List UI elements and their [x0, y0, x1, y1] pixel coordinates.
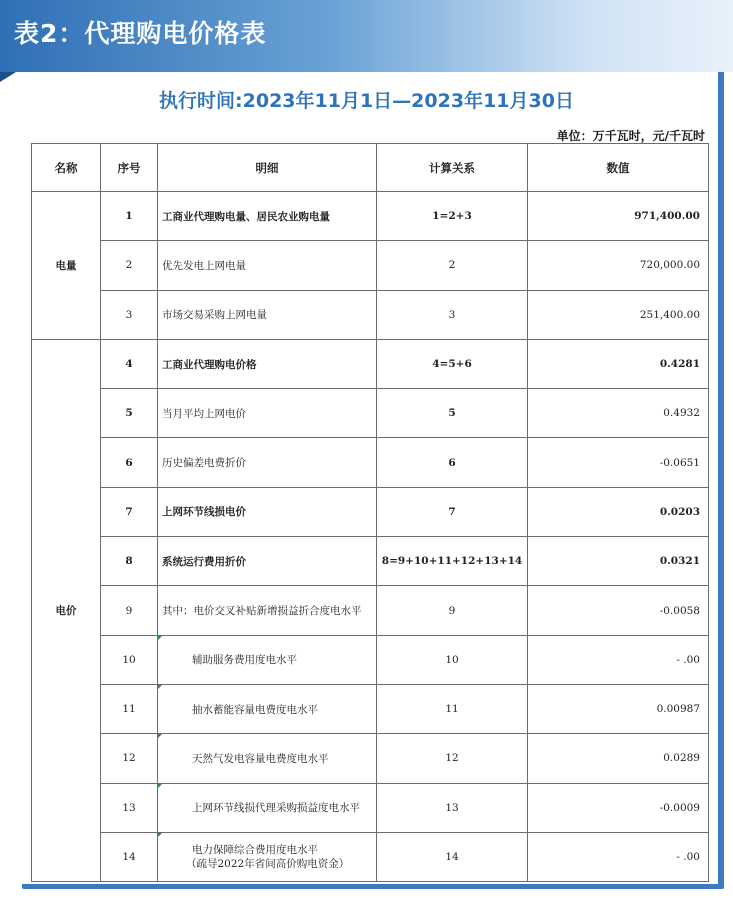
- table-header-row: [32, 144, 709, 192]
- row-detail: 市场交易采购上网电量: [158, 290, 377, 339]
- row-no: 1: [101, 192, 158, 241]
- page-title: 表2：代理购电价格表: [14, 19, 267, 48]
- row-no: 13: [101, 783, 158, 832]
- row-no: 9: [101, 586, 158, 635]
- table-row: [32, 339, 709, 388]
- group-label: 电价: [32, 339, 101, 881]
- row-detail: 系统运行费用折价: [158, 537, 377, 586]
- row-relation: 6: [377, 438, 528, 487]
- row-relation: 11: [377, 684, 528, 733]
- row-relation: 1=2+3: [377, 192, 528, 241]
- table-row: [32, 290, 709, 339]
- row-value: 0.4932: [528, 389, 709, 438]
- table-row: [32, 389, 709, 438]
- row-value: 0.0321: [528, 537, 709, 586]
- row-relation: 12: [377, 734, 528, 783]
- column-header-value: 数值: [528, 144, 709, 192]
- table-row: [32, 684, 709, 733]
- row-value: 720,000.00: [528, 241, 709, 290]
- row-value: 0.00987: [528, 684, 709, 733]
- row-relation: 7: [377, 487, 528, 536]
- row-detail: 抽水蓄能容量电费度电水平: [158, 684, 377, 733]
- row-value: 0.4281: [528, 339, 709, 388]
- row-detail: 工商业代理购电价格: [158, 339, 377, 388]
- effective-period: 执行时间:2023年11月1日—2023年11月30日: [159, 90, 574, 112]
- row-value: - .00: [528, 635, 709, 684]
- row-detail: 当月平均上网电价: [158, 389, 377, 438]
- price-table: [31, 143, 709, 882]
- row-no: 10: [101, 635, 158, 684]
- row-no: 7: [101, 487, 158, 536]
- row-no: 2: [101, 241, 158, 290]
- row-detail: 其中：电价交叉补贴新增损益折合度电水平: [158, 586, 377, 635]
- row-relation: 9: [377, 586, 528, 635]
- row-relation: 2: [377, 241, 528, 290]
- table-row: [32, 241, 709, 290]
- row-detail: 上网环节线损代理采购损益度电水平: [158, 783, 377, 832]
- table-row: [32, 635, 709, 684]
- row-no: 4: [101, 339, 158, 388]
- column-header-detail: 明细: [158, 144, 377, 192]
- row-value: -0.0009: [528, 783, 709, 832]
- table-row: [32, 734, 709, 783]
- unit-label: 单位：万千瓦时，元/千瓦时: [556, 129, 705, 143]
- row-detail-line2: （疏导2022年省间高价购电资金）: [186, 858, 350, 870]
- row-no: 3: [101, 290, 158, 339]
- row-value: 0.0203: [528, 487, 709, 536]
- row-relation: 10: [377, 635, 528, 684]
- row-value: 251,400.00: [528, 290, 709, 339]
- group-label: 电量: [32, 192, 101, 340]
- row-no: 8: [101, 537, 158, 586]
- row-relation: 4=5+6: [377, 339, 528, 388]
- row-relation: 5: [377, 389, 528, 438]
- column-header-no: 序号: [101, 144, 158, 192]
- table-row: [32, 192, 709, 241]
- row-detail: 天然气发电容量电费度电水平: [158, 734, 377, 783]
- row-detail-line1: 电力保障综合费用度电水平: [192, 844, 318, 856]
- row-no: 11: [101, 684, 158, 733]
- row-detail: 上网环节线损电价: [158, 487, 377, 536]
- row-no: 5: [101, 389, 158, 438]
- table-row: [32, 832, 709, 881]
- row-detail: 工商业代理购电量、居民农业购电量: [158, 192, 377, 241]
- table-row: [32, 487, 709, 536]
- column-header-name: 名称: [32, 144, 101, 192]
- row-detail: 辅助服务费用度电水平: [158, 635, 377, 684]
- row-value: -0.0058: [528, 586, 709, 635]
- table-row: [32, 537, 709, 586]
- row-relation: 13: [377, 783, 528, 832]
- row-detail: 优先发电上网电量: [158, 241, 377, 290]
- row-detail: 历史偏差电费折价: [158, 438, 377, 487]
- table-row: [32, 586, 709, 635]
- row-relation: 14: [377, 832, 528, 881]
- table-row: [32, 783, 709, 832]
- row-no: 12: [101, 734, 158, 783]
- row-no: 6: [101, 438, 158, 487]
- row-value: -0.0651: [528, 438, 709, 487]
- row-relation: 3: [377, 290, 528, 339]
- row-no: 14: [101, 832, 158, 881]
- column-header-relation: 计算关系: [377, 144, 528, 192]
- row-value: 971,400.00: [528, 192, 709, 241]
- row-relation: 8=9+10+11+12+13+14: [377, 537, 528, 586]
- corner-tab: [0, 72, 16, 82]
- row-detail: [158, 832, 377, 881]
- row-value: 0.0289: [528, 734, 709, 783]
- table-row: [32, 438, 709, 487]
- row-value: - .00: [528, 832, 709, 881]
